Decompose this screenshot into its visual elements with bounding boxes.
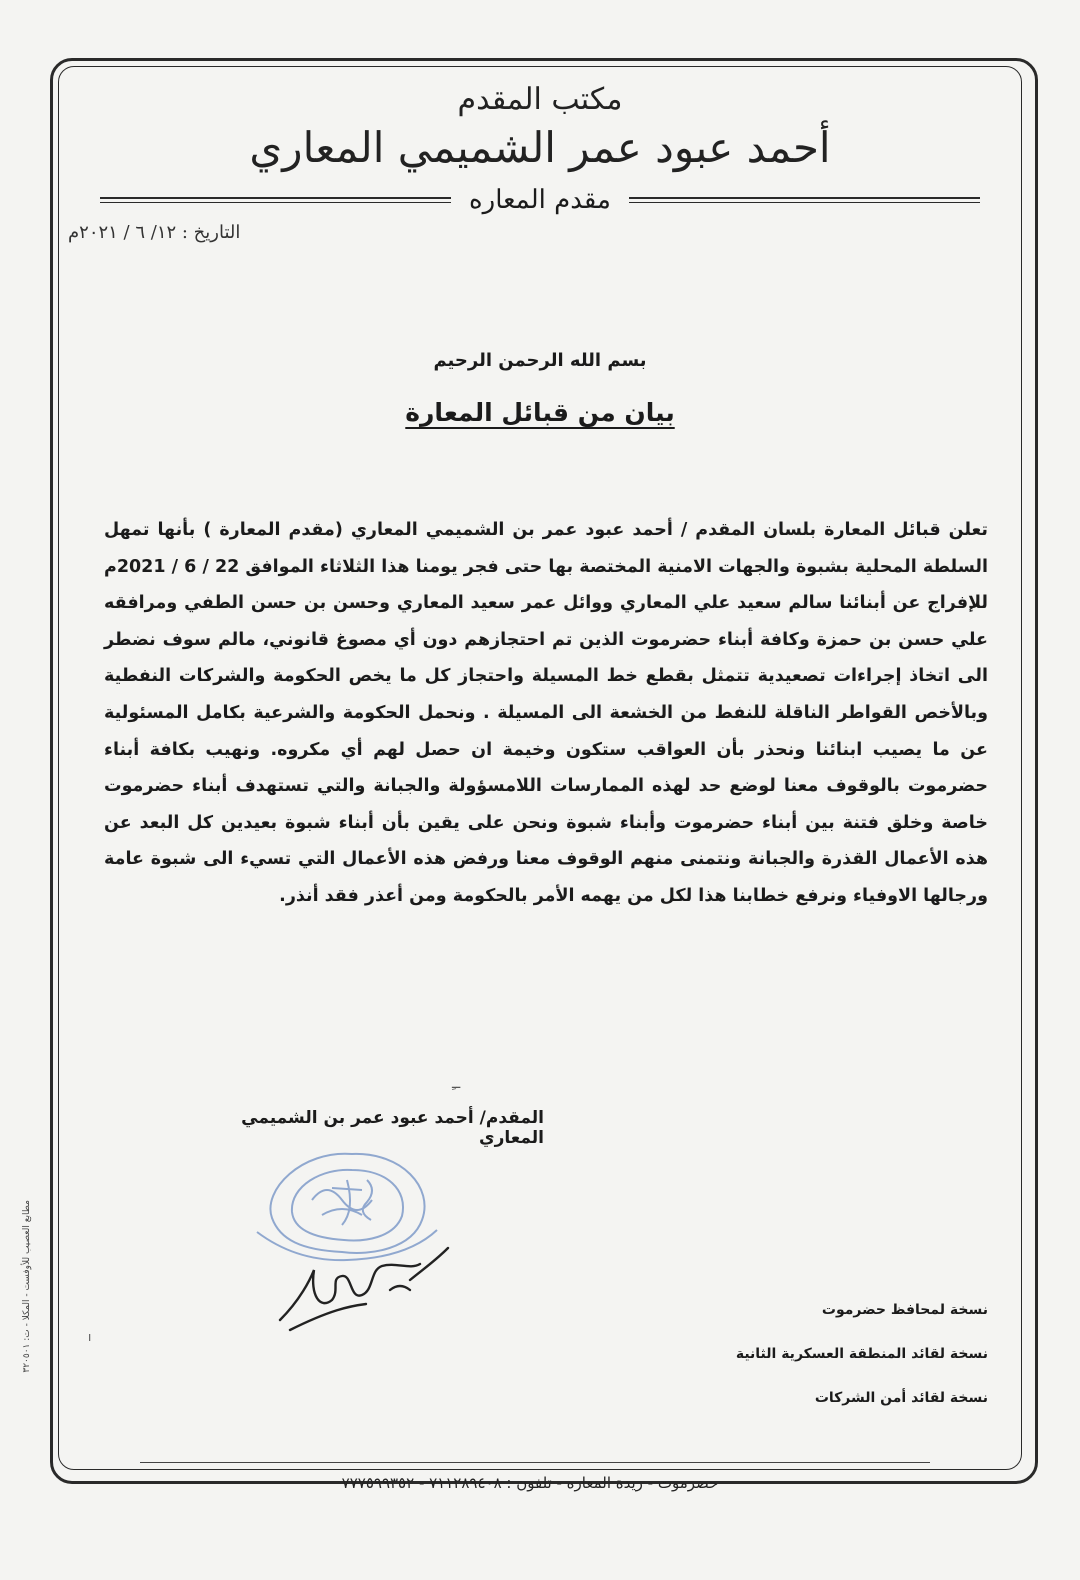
copies-list bbox=[628, 1298, 988, 1430]
letterhead-name: أحمد عبود عمر الشميمي المعاري bbox=[249, 123, 831, 172]
subtitle-rule-left bbox=[100, 197, 451, 203]
footer-rule bbox=[140, 1462, 930, 1463]
office-label: مكتب المقدم bbox=[457, 82, 623, 117]
document-date: التاريخ : ١٢/ ٦ / ٢٠٢١م bbox=[68, 222, 241, 243]
printer-side-note: مطابع العصيب للأوفست - المكلا - ت: ٣٢٠٥٠١ bbox=[22, 1200, 32, 1373]
document-title bbox=[0, 398, 1080, 427]
margin-tick: ı bbox=[88, 1330, 92, 1344]
handwritten-signature-icon bbox=[270, 1240, 460, 1340]
subtitle-row bbox=[100, 182, 980, 218]
signer-name: المقدم/ أحمد عبود عمر بن الشميمي المعاري bbox=[241, 1108, 544, 1148]
footer-contact: حضرموت - ريدة المعاره - تلفون : ٧١١٢٨٩٤٠٨ - ٧٧٧٥٩٩٣٥٢ bbox=[341, 1474, 719, 1492]
letterhead-subtitle: مقدم المعاره bbox=[469, 185, 611, 215]
subtitle-rule-right bbox=[629, 197, 980, 203]
copy-recipient: نسخة لقائد أمن الشركات bbox=[814, 1390, 988, 1406]
document-title-text: بيان من قبائل المعارة bbox=[405, 398, 675, 427]
copy-recipient: نسخة لمحافظ حضرموت bbox=[821, 1302, 988, 1318]
copy-recipient: نسخة لقائد المنطقة العسكرية الثانية bbox=[735, 1346, 988, 1362]
decorative-dots: ــِ bbox=[452, 1076, 461, 1092]
statement-body: تعلن قبائل المعارة بلسان المقدم / أحمد عبود عمر بن الشميمي المعاري (مقدم المعارة ) بأنها تمهل السلطة المحلية بشبوة والجهات الامنية المختصة بها حتى فجر يومنا هذا الثلاثاء الموافق 22 / 6 / 2021م للإفراج عن أبنائنا سالم سعيد علي المعاري ووائل عمر سعيد المعاري وحسن بن حسن الطفي ومرافقه علي حسن بن حمزة وكافة أبناء حضرموت الذين تم احتجازهم دون أي مصوغ قانوني، مالم سوف نضطر الى اتخاذ إجراءات تصعيدية تتمثل بقطع خط المسيلة واحتجاز كل ما يخص الحكومة والشركات النفطية وبالأخص القواطر الناقلة للنفط من الخشعة الى المسيلة . ونحمل الحكومة والشرعية بكامل المسئولية عن ما يصيب ابنائنا ونحذر بأن العواقب ستكون وخيمة ان حصل لهم أي مكروه. ونهيب بكافة أبناء حضرموت بالوقوف معنا لوضع حد لهذه الممارسات اللامسؤولة والجبانة والتي تستهدف أبناء حضرموت خاصة وخلق فتنة بين أبناء حضرموت وأبناء شبوة ونحن على يقين بأن أبناء شبوة بعيدين كل البعد عن هذه الأعمال القذرة والجبانة ونتمنى منهم الوقوف معنا ورفض هذه الأعمال التي تسيء الى شبوة عامة ورجالها الاوفياء ونرفع خطابنا هذا لكل من يهمه الأمر بالحكومة ومن أعذر فقد أنذر. bbox=[104, 520, 989, 906]
letterhead bbox=[0, 80, 1080, 176]
basmala: بسم الله الرحمن الرحيم bbox=[433, 350, 647, 371]
